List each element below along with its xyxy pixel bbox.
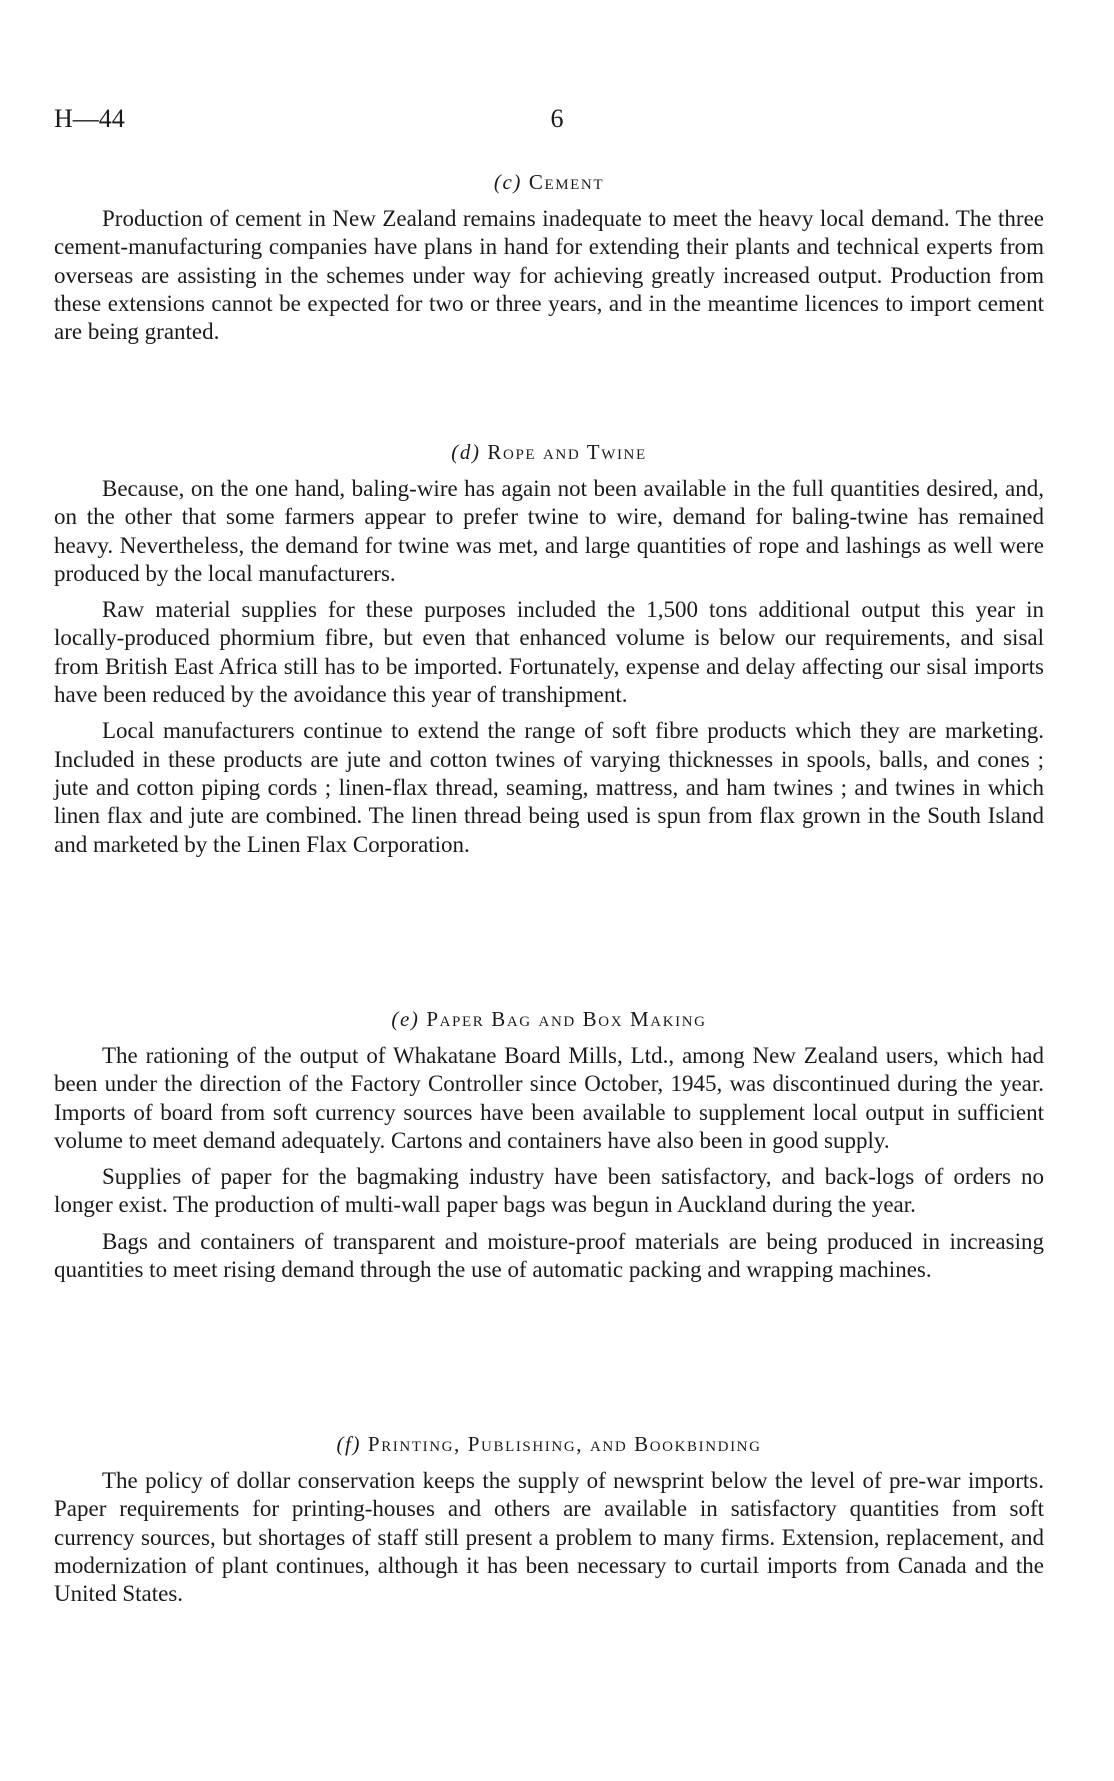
- paragraph: Bags and containers of transparent and moisture-proof materials are being produced in increasing quantities to meet rising demand through the use of automatic packing and wrapping machines.: [54, 1228, 1044, 1283]
- section-heading: [54, 170, 1044, 195]
- section-letter: (e): [391, 1007, 420, 1031]
- section-letter: (f): [336, 1432, 362, 1456]
- paragraph: The rationing of the output of Whakatane Board Mills, Ltd., among New Zealand users, which had been under the direction of the Factory Controller since October, 1945, was discontinued during the year. Imports of board from soft currency sources have been available to supplement local output in sufficient volume to meet demand adequately. Cartons and containers have also been in good supply.: [54, 1043, 1044, 1153]
- section-printing-publishing-bookbinding: [54, 1432, 1044, 1616]
- document-reference: H—44: [54, 104, 125, 133]
- section-rope-and-twine: [54, 440, 1044, 867]
- paragraph: Because, on the one hand, baling-wire has again not been available in the full quantities desired, and, on the other that some farmers appear to prefer twine to wire, demand for baling-twine has remained heavy. Nevertheless, the demand for twine was met, and large quantities of rope and lashings as well were produced by the local manufacturers.: [54, 476, 1044, 586]
- section-heading: [54, 1007, 1044, 1032]
- paragraph: Raw material supplies for these purposes included the 1,500 tons additional output this year in locally-produced phormium fibre, but even that enhanced volume is below our requirements, and sisal from British East Africa still has to be imported. Fortunately, expense and delay affecting our sisal imports have been reduced by the avoidance this year of transhipment.: [54, 597, 1044, 708]
- section-title: Printing, Publishing, and Bookbinding: [367, 1432, 762, 1456]
- section-title: Cement: [528, 170, 605, 194]
- section-title: Paper Bag and Box Making: [426, 1007, 707, 1031]
- section-title: Rope and Twine: [487, 440, 647, 464]
- paragraph: The policy of dollar conservation keeps the supply of newsprint below the level of pre-war imports. Paper requirements for printing-houses and others are available in satisfactory quantities from soft currency sources, but shortages of staff still present a problem to many firms. Extension, replacement, and modernization of plant continues, although it has been necessary to curtail imports from Canada and the United States.: [54, 1468, 1044, 1607]
- paragraph: Production of cement in New Zealand remains inadequate to meet the heavy local demand. The three cement-manufacturing companies have plans in hand for extending their plants and technical experts from overseas are assisting in the schemes under way for achieving greatly increased output. Production from these extensions cannot be expected for two or three years, and in the meantime licences to import cement are being granted.: [54, 206, 1044, 345]
- page-number: 6: [550, 104, 564, 133]
- page-header: [54, 104, 1060, 134]
- section-letter: (c): [493, 170, 522, 194]
- section-heading: [54, 440, 1044, 465]
- paragraph: Local manufacturers continue to extend the range of soft fibre products which they are marketing. Included in these products are jute and cotton twines of varying thicknesses in spools, balls, and cones ; jute and cotton piping cords ; linen-flax thread, seaming, mattress, and ham twines ; and twines in which linen flax and jute are combined. The linen thread being used is spun from flax grown in the South Island and marketed by the Linen Flax Corporation.: [54, 718, 1044, 857]
- paragraph: Supplies of paper for the bagmaking industry have been satisfactory, and back-logs of orders no longer exist. The production of multi-wall paper bags was begun in Auckland during the year.: [54, 1164, 1044, 1218]
- section-cement: [54, 170, 1044, 354]
- section-letter: (d): [451, 440, 481, 464]
- section-heading: [54, 1432, 1044, 1457]
- section-paper-bag-and-box-making: [54, 1007, 1044, 1292]
